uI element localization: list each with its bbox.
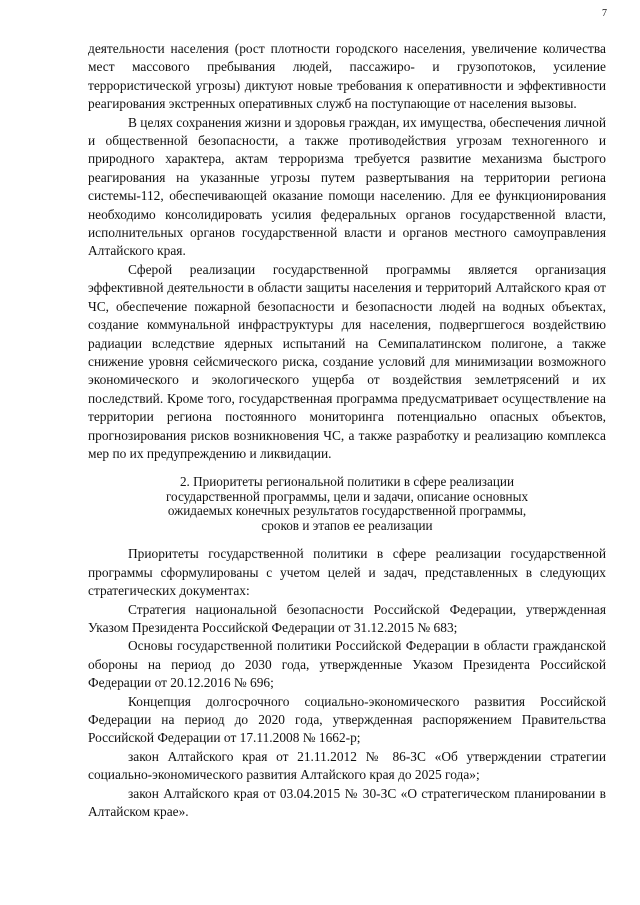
section-heading-line: ожидаемых конечных результатов государственной программы, [167,503,527,519]
document-body [88,40,606,821]
paragraph-development-concept: Концепция долгосрочного социально-экономического развития Российской Федерации на период до 2020 года, утвержденная распоряжением Правительства Российской Федерации от 17.11.2008 № 1662-р; [88,693,606,746]
paragraph-regional-law-planning: закон Алтайского края от 03.04.2015 № 30-ЗС «О стратегическом планировании в Алтайском крае». [88,785,606,820]
paragraph-civil-defense-basics: Основы государственной политики Российской Федерации в области гражданской обороны на период до 2030 года, утвержденные Указом Президента Российской Федерации от 20.12.2016 № 696; [88,638,606,691]
paragraph-priorities: Приоритеты государственной политики в сфере реализации государственной программы сформулированы с учетом целей и задач, представленных в следующих стратегических документах: [88,546,606,599]
section-heading-line: государственной программы, цели и задачи, описание основных [165,488,529,504]
paragraph-safety-goals: В целях сохранения жизни и здоровья граждан, их имущества, обеспечения личной и общественной безопасности, а также противодействия угрозам техногенного и природного характера, актам терроризма требуется развитие механизма быстрого реагирования на указанные угрозы путем развертывания на территории региона системы-112, обеспечивающей оказание помощи населению. Для ее функционирования необходимо консолидировать усилия федеральных органов государственной власти, исполнительных органов государственной власти и органов местного самоуправления Алтайского края. [88,114,606,259]
paragraph-program-scope: Сферой реализации государственной программы является организация эффективной деятельности в области защиты населения и территорий Алтайского края от ЧС, обеспечение пожарной безопасности и безопасности людей на водных объектах, создание коммунальной инфраструктуры для населения, подвергшегося воздействию радиации вследствие ядерных испытаний на Семипалатинском полигоне, а также снижение уровня сейсмического риска, создание условий для минимизации возможного экономического и экологического ущерба от воздействия землетрясений и их последствий. Кроме того, государственная программа предусматривает осуществление на территории региона постоянного мониторинга потенциально опасных объектов, прогнозирования рисков возникновения ЧС, а также разработку и реализацию комплекса мер по их предупреждению и ликвидации. [88,261,606,461]
section-heading-line: 2. Приоритеты региональной политики в сфере реализации [179,474,515,490]
paragraph-regional-law-strategy: закон Алтайского края от 21.11.2012 № 86-ЗС «Об утверждении стратегии социально-экономического развития Алтайского края до 2025 года»; [88,748,606,783]
paragraph-national-security-strategy: Стратегия национальной безопасности Российской Федерации, утвержденная Указом Президента Российской Федерации от 31.12.2015 № 683; [88,601,606,635]
section-heading [88,475,606,533]
section-heading-line: сроков и этапов ее реализации [261,517,433,533]
paragraph-continuation: деятельности населения (рост плотности городского населения, увеличение количества мест массового пребывания людей, пассажиро- и грузопотоков, усиление террористической угрозы) диктуют новые требования к оперативности и эффективности реагирования экстренных оперативных служб на поступающие от населения вызовы. [88,41,606,112]
page-number: 7 [602,8,607,19]
